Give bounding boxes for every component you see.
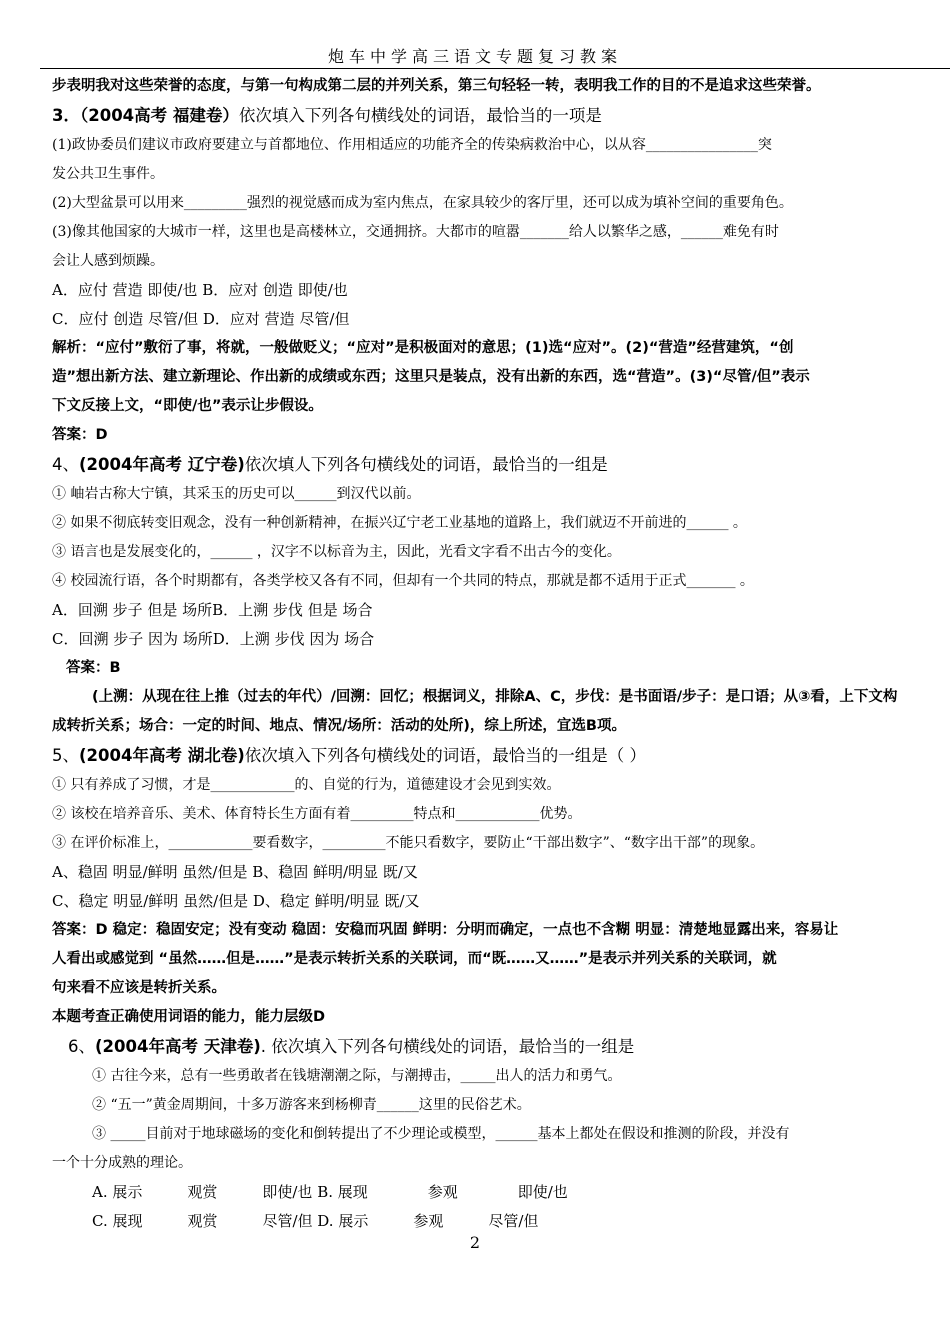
question-6-sentence-1: ① 古往今来，总有一些勇敢者在钱塘潮潮之际，与潮搏击，_____出人的活力和勇气。 [92,1068,622,1084]
question-5-stem: 依次填入下列各句横线处的词语，最恰当的一组是（ ） [244,746,646,765]
question-6-sentence-3a: ③ _____目前对于地球磁场的变化和倒转提出了不少理论或模型，______基本上都处在假设和推测的阶段，并没有 [92,1126,790,1142]
question-4-answer: 答案：B [66,660,121,676]
question-4-source: (2004年高考 辽宁卷) [79,455,245,474]
question-5-sentence-2: ② 该校在培养音乐、美术、体育特长生方面有着_________特点和____________优势。 [52,806,582,822]
question-3-stem: 依次填入下列各句横线处的词语，最恰当的一项是 [238,106,602,125]
question-3-sentence-1a: (1)政协委员们建议市政府要建立与首都地位、作用相适应的功能齐全的传染病救治中心，以从容________________突 [52,137,772,153]
question-4-sentence-1: ① 岫岩古称大宁镇，其采玉的历史可以______到汉代以前。 [52,486,421,502]
question-3-analysis-3: 下文反接上文，“即使/也”表示让步假设。 [52,398,323,414]
question-6-number: 6、 [68,1037,95,1056]
question-5-options-cd: C、稳定 明显/鲜明 虽然/但是 D、稳定 鲜明/明显 既/又 [52,892,420,910]
question-3-analysis-1: 解析：“应付”敷衍了事，将就，一般做贬义；“应对”是积极面对的意思；(1)选“应对”。(2)“营造”经营建筑，“创 [52,340,794,356]
question-4-sentence-2: ② 如果不彻底转变旧观念，没有一种创新精神，在振兴辽宁老工业基地的道路上，我们就迈不开前进的______ 。 [52,515,747,531]
question-4-number: 4、 [52,455,79,474]
question-3-options-ab: A．应付 营造 即使/也 B．应对 创造 即使/也 [52,281,348,299]
question-5-ability-level: 本题考查正确使用词语的能力，能力层级D [52,1009,326,1025]
question-6-options-ab: A. 展示 观赏 即使/也 B. 展现 参观 即使/也 [92,1183,568,1201]
page-header-title: 炮车中学高三语文专题复习教案 [327,47,622,66]
question-3-analysis-2: 造”想出新方法、建立新理论、作出新的成绩或东西；这里只是装点，没有出新的东西，选“营造”。(3)“尽管/但”表示 [52,369,810,385]
question-3-options-cd: C．应付 创造 尽管/但 D．应对 营造 尽管/但 [52,310,350,328]
question-5-analysis-1: 答案：D 稳定：稳固安定；没有变动 稳固：安稳而巩固 鲜明：分明而确定，一点也不含糊 明显：清楚地显露出来，容易让 [52,922,839,938]
question-5-options-ab: A、稳固 明显/鲜明 虽然/但是 B、稳固 鲜明/明显 既/又 [52,863,418,881]
question-6-source: (2004年高考 天津卷) [95,1037,261,1056]
question-5-sentence-3: ③ 在评价标准上，____________要看数字，_________不能只看数字，要防止“干部出数字”、“数字出干部”的现象。 [52,835,765,851]
question-3-source: （2004高考 福建卷） [79,106,239,125]
question-3-sentence-3a: (3)像其他国家的大城市一样，这里也是高楼林立，交通拥挤。大都市的喧嚣_______给人以繁华之感，______难免有时 [52,224,779,240]
question-4-heading [52,450,912,480]
page-number: 2 [469,1233,481,1252]
question-5-analysis-2: 人看出或感觉到 “虽然……但是……”是表示转折关系的关联词，而“既……又……”是表示并列关系的关联词，就 [52,951,777,967]
header-rule [40,68,950,69]
question-6-sentence-3b: 一个十分成熟的理论。 [52,1155,192,1171]
question-3-number: 3． [52,106,80,125]
question-5-sentence-1: ① 只有养成了习惯，才是____________的、自觉的行为，道德建设才会见到实效。 [52,777,561,793]
question-3-heading [52,101,912,131]
question-4-options-cd: C．回溯 步子 因为 场所D．上溯 步伐 因为 场合 [52,630,375,648]
continued-analysis-line: 步表明我对这些荣誉的态度，与第一句构成第二层的并列关系，第三句轻轻一转，表明我工作的目的不是追求这些荣誉。 [52,78,821,94]
question-4-stem: 依次填人下列各句横线处的词语，最恰当的一组是 [244,455,608,474]
question-3-sentence-2: (2)大型盆景可以用来_________强烈的视觉感而成为室内焦点，在家具较少的客厅里，还可以成为填补空间的重要角色。 [52,195,793,211]
question-5-heading [52,741,912,771]
question-6-stem: . 依次填入下列各句横线处的词语，最恰当的一组是 [260,1037,635,1056]
question-3-answer: 答案：D [52,427,108,443]
question-5-source: (2004年高考 湖北卷) [79,746,245,765]
question-4-analysis-1: (上溯：从现在往上推（过去的年代）/回溯：回忆；根据词义，排除A、C，步伐：是书面语/步子：是口语；从③看，上下文构 [92,689,898,705]
question-6-options-cd: C. 展现 观赏 尽管/但 D. 展示 参观 尽管/但 [92,1212,539,1230]
document-body [52,72,912,1236]
question-5-number: 5、 [52,746,79,765]
question-6-heading [52,1032,912,1062]
question-4-sentence-4: ④ 校园流行语，各个时期都有，各类学校又各有不同，但却有一个共同的特点，那就是都不适用于正式_______ 。 [52,573,754,589]
question-4-options-ab: A．回溯 步子 但是 场所B．上溯 步伐 但是 场合 [52,601,373,619]
question-5-analysis-3: 句来看不应该是转折关系。 [52,980,226,996]
question-3-sentence-3b: 会让人感到烦躁。 [52,253,164,269]
question-3-sentence-1b: 发公共卫生事件。 [52,166,164,182]
question-4-sentence-3: ③ 语言也是发展变化的，______ ，汉字不以标音为主，因此，光看文字看不出古今的变化。 [52,544,621,560]
question-4-analysis-2: 成转折关系；场合：一定的时间、地点、情况/场所：活动的处所)，综上所述，宜选B项。 [52,718,626,734]
question-6-sentence-2: ② “五一”黄金周期间，十多万游客来到杨柳青______这里的民俗艺术。 [92,1097,531,1113]
